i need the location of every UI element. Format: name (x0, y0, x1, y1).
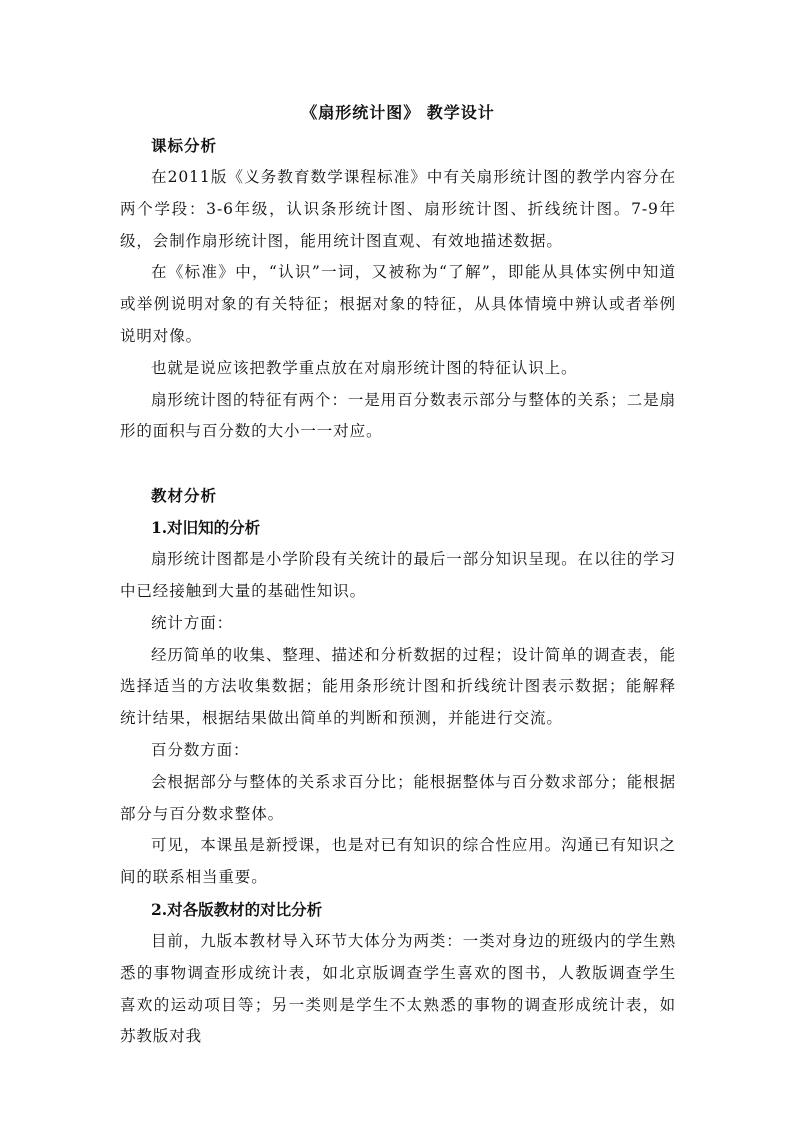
paragraph: 可见，本课虽是新授课，也是对已有知识的综合性应用。沟通已有知识之间的联系相当重要。 (120, 836, 676, 887)
subsection-heading: 2.对各版教材的对比分析 (151, 899, 323, 919)
document-page (120, 100, 676, 1053)
subsection-heading: 1.对旧知的分析 (151, 518, 261, 538)
paragraph: 在2011版《义务教育数学课程标准》中有关扇形统计图的教学内容分在两个学段：3-6年级，认识条形统计图、扇形统计图、折线统计图。7-9年级，会制作扇形统计图，能用统计图直观、有效地描述数据。 (120, 168, 676, 250)
paragraph: 扇形统计图的特征有两个：一是用百分数表示部分与整体的关系；二是扇形的面积与百分数的大小一一对应。 (120, 390, 676, 441)
paragraph: 目前，九版本教材导入环节大体分为两类：一类对身边的班级内的学生熟悉的事物调查形成统计表，如北京版调查学生喜欢的图书，人教版调查学生喜欢的运动项目等；另一类则是学生不太熟悉的事物的调查形成统计表，如苏教版对我 (120, 931, 676, 1046)
section-curriculum-analysis (120, 130, 676, 448)
paragraph: 会根据部分与整体的关系求百分比；能根据整体与百分数求部分；能根据部分与百分数求整体。 (120, 772, 676, 823)
section-textbook-analysis (120, 480, 676, 1053)
paragraph: 统计方面： (151, 613, 234, 632)
section-heading: 课标分析 (151, 136, 218, 155)
paragraph: 经历简单的收集、整理、描述和分析数据的过程；设计简单的调查表，能选择适当的方法收集数据；能用条形统计图和折线统计图表示数据；能解释统计结果，根据结果做出简单的判断和预测，并能进行交流。 (120, 645, 676, 728)
paragraph: 扇形统计图都是小学阶段有关统计的最后一部分知识呈现。在以往的学习中已经接触到大量的基础性知识。 (120, 550, 676, 600)
paragraph: 在《标准》中，“认识”一词，又被称为“了解”，即能从具体实例中知道或举例说明对象的有关特征；根据对象的特征，从具体情境中辨认或者举例说明对像。 (120, 263, 676, 345)
paragraph: 百分数方面： (151, 740, 250, 759)
section-spacer (120, 448, 676, 480)
section-heading: 教材分析 (151, 486, 218, 506)
paragraph: 也就是说应该把教学重点放在对扇形统计图的特征认识上。 (151, 358, 578, 377)
document-title: 《扇形统计图》 教学设计 (301, 103, 495, 122)
